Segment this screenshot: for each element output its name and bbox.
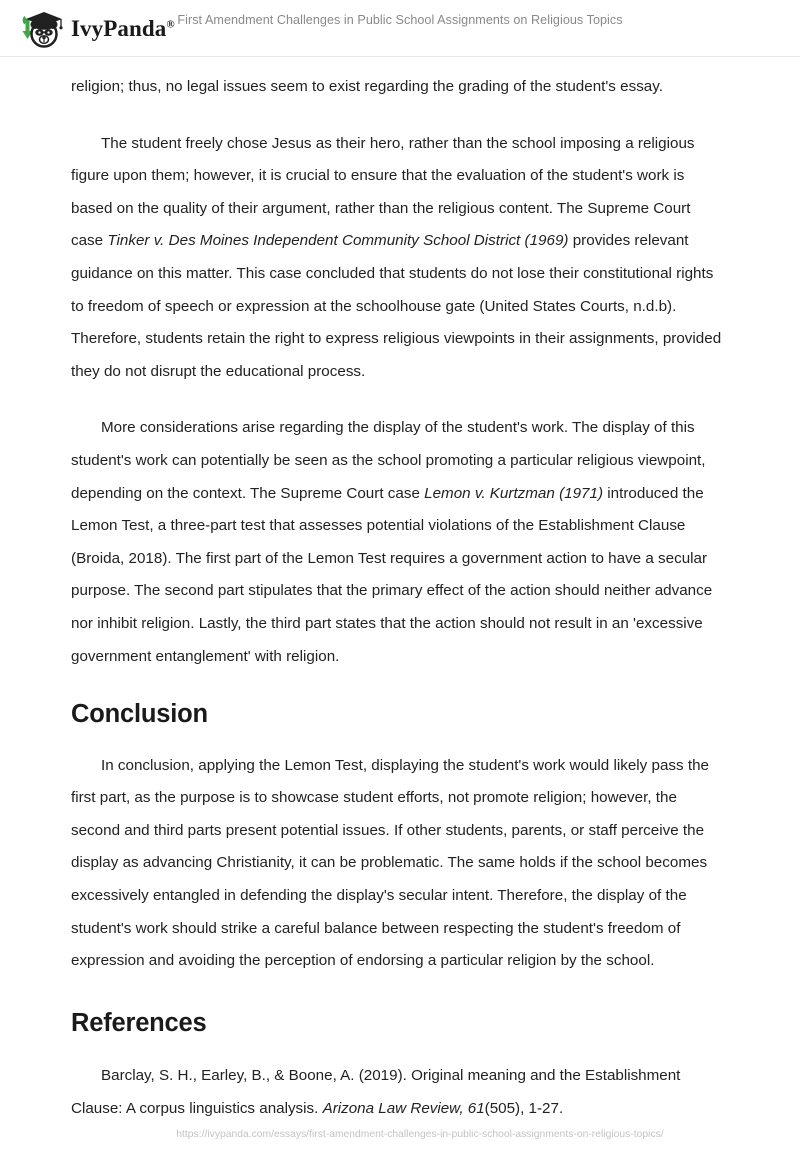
brand-logo[interactable] — [18, 8, 175, 50]
body-paragraph — [71, 128, 726, 389]
body-paragraph — [71, 412, 726, 673]
text-run: The student freely chose Jesus as their hero, rather than the school imposing a religious figure upon them; however, it is crucial to ensure that the evaluation of the student's work is based on the quality of their argument, rather than the religious content. The Supreme Court case — [71, 134, 695, 250]
conclusion-paragraphs — [71, 750, 726, 978]
page-footer — [0, 1124, 800, 1142]
reference-entry — [71, 1060, 726, 1125]
text-run: (505), 1-27. — [484, 1100, 564, 1118]
document-title-header: First Amendment Challenges in Public School Assignments on Religious Topics — [177, 13, 623, 27]
italic-run: Tinker v. Des Moines Independent Community School District (1969) — [107, 232, 569, 250]
text-run: provides relevant guidance on this matter. This case concluded that students do not lose their constitutional rights to freedom of speech or expression at the schoolhouse gate (United States Courts, n.d.b). Therefore, students retain the right to express religious viewpoints in their assignments, provided they do not disrupt the educational process. — [71, 232, 722, 380]
page-header — [0, 0, 800, 57]
italic-run: Lemon v. Kurtzman (1971) — [424, 484, 604, 502]
text-run: More considerations arise regarding the display of the student's work. The display of this student's work can potentially be seen as the school promoting a particular religious viewpoint, depending on the context. The Supreme Court case — [71, 419, 706, 502]
references-heading: References — [71, 1008, 207, 1037]
text-run: religion; thus, no legal issues seem to exist regarding the grading of the student's essay. — [71, 78, 663, 95]
body-paragraph — [71, 71, 726, 104]
document-body — [0, 57, 800, 1126]
text-run: introduced the Lemon Test, a three-part test that assesses potential violations of the Establishment Clause (Broida, 2018). The first part of the Lemon Test requires a government action to have a secular purpose. The second part stipulates that the primary effect of the action should neither advance nor inhibit religion. Lastly, the third part states that the action should not result in an 'excessive government entanglement' with religion. — [71, 484, 713, 665]
body-paragraphs — [71, 71, 726, 673]
text-run: Barclay, S. H., Earley, B., & Boone, A. (2019). Original meaning and the Establishment Clause: A corpus linguistics analysis. — [71, 1067, 681, 1118]
header-divider — [0, 56, 800, 57]
brand-name-text: IvyPanda — [71, 16, 167, 41]
registered-mark: ® — [166, 18, 175, 31]
panda-graduate-icon — [18, 8, 64, 50]
italic-run: Arizona Law Review, 61 — [322, 1100, 485, 1118]
conclusion-heading: Conclusion — [71, 700, 208, 729]
source-url[interactable]: https://ivypanda.com/essays/first-amendment-challenges-in-public-school-assignments-on-religious-topics/ — [176, 1129, 664, 1140]
text-run: In conclusion, applying the Lemon Test, displaying the student's work would likely pass the first part, as the purpose is to showcase student efforts, not promote religion; however, the second and third parts present potential issues. If other students, parents, or staff perceive the display as advancing Christianity, it can be problematic. The same holds if the school becomes excessively entangled in defending the display's secular intent. Therefore, the display of the student's work should strike a careful balance between respecting the student's freedom of expression and avoiding the perception of endorsing a particular religion by the school. — [71, 756, 709, 970]
references-list — [71, 1060, 726, 1125]
brand-name — [71, 17, 175, 40]
conclusion-paragraph — [71, 750, 726, 978]
